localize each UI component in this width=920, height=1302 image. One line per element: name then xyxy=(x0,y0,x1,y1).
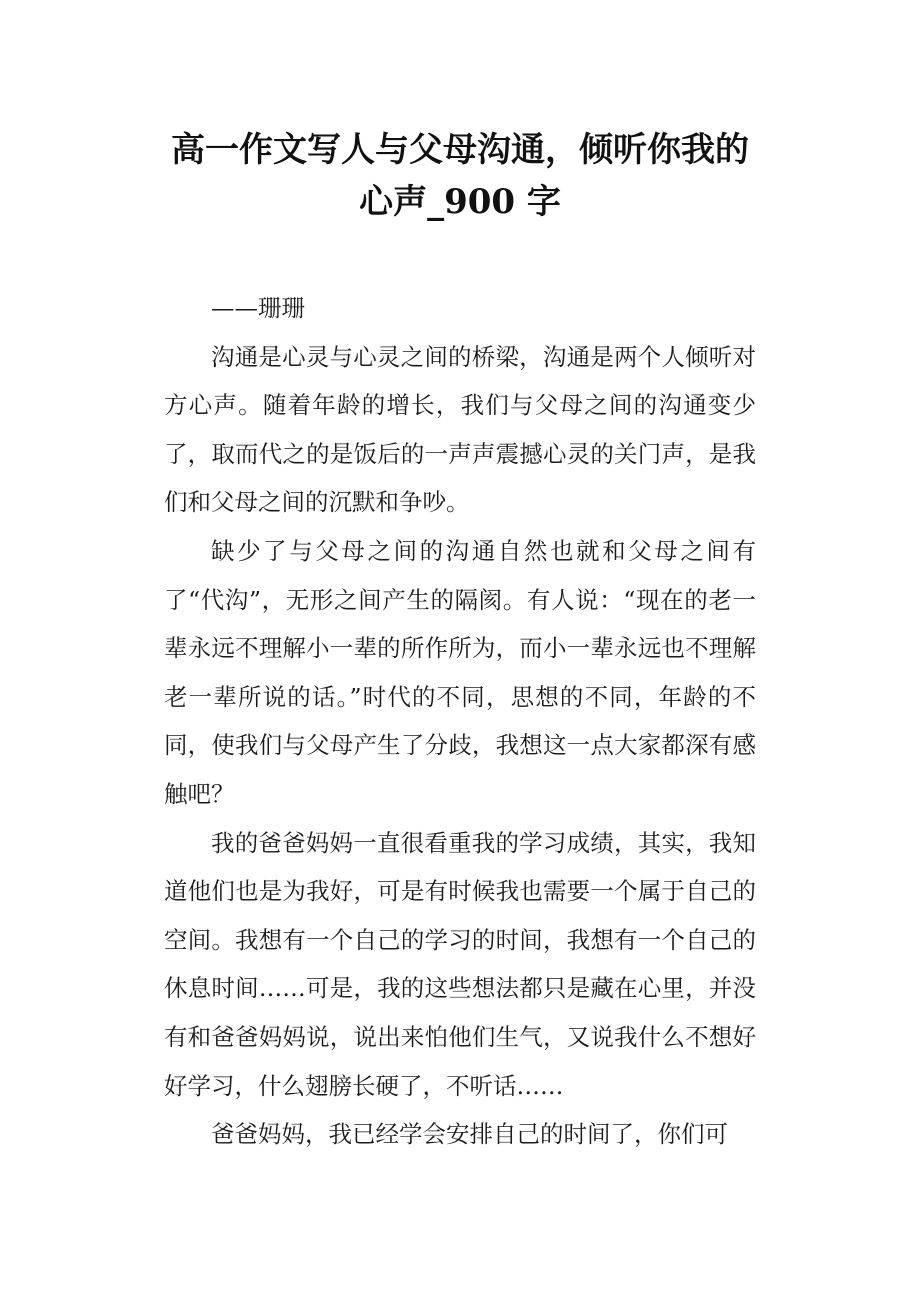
document-body xyxy=(164,284,756,1159)
paragraph-3: 我的爸爸妈妈一直很看重我的学习成绩，其实，我知道他们也是为我好，可是有时候我也需要一个属于自己的空间。我想有一个自己的学习的时间，我想有一个自己的休息时间……可是，我的这些想法都只是藏在心里，并没有和爸爸妈妈说，说出来怕他们生气，又说我什么不想好好学习，什么翅膀长硬了，不听话…… xyxy=(164,828,756,1100)
title-line-2: 心声_900 字 xyxy=(359,182,561,222)
document-title xyxy=(140,124,780,228)
paragraph-1: 沟通是心灵与心灵之间的桥梁，沟通是两个人倾听对方心声。随着年龄的增长，我们与父母之间的沟通变少了，取而代之的是饭后的一声声震撼心灵的关门声，是我们和父母之间的沉默和争吵。 xyxy=(164,342,756,517)
title-line-1: 高一作文写人与父母沟通，倾听你我的 xyxy=(171,130,749,170)
paragraph-4: 爸爸妈妈，我已经学会安排自己的时间了，你们可 xyxy=(211,1120,728,1149)
paragraph-2: 缺少了与父母之间的沟通自然也就和父母之间有了“代沟”，无形之间产生的隔阂。有人说：“现在的老一辈永远不理解小一辈的所作所为，而小一辈永远也不理解老一辈所说的话。”时代的不同，思想的不同，年龄的不同，使我们与父母产生了分歧，我想这一点大家都深有感触吧？ xyxy=(164,536,756,808)
author-line: ——珊珊 xyxy=(211,294,305,322)
